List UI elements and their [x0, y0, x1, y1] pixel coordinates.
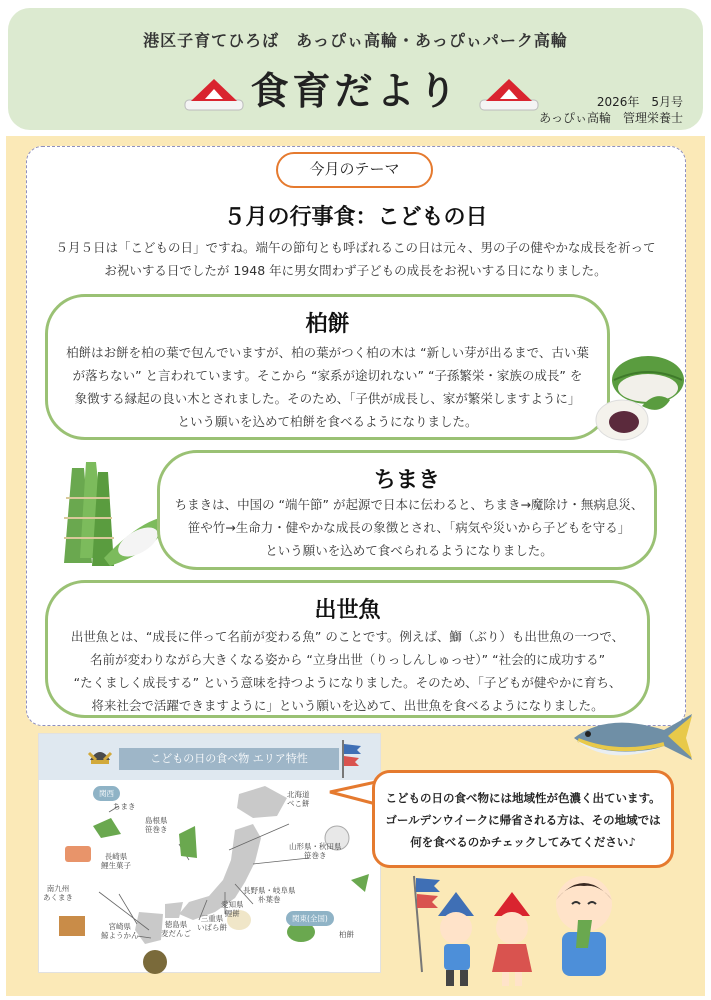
- map-label: 長崎県 鯉生菓子: [101, 852, 131, 870]
- section-body: [166, 493, 652, 562]
- map-label: ちまき: [113, 802, 136, 811]
- section-body: [60, 341, 595, 433]
- body-line: ちまきは、中国の “端午節” が起源で日本に伝わると、ちまき→魔除け・無病息災、: [174, 497, 644, 512]
- section-body: [56, 625, 639, 717]
- theme-title: ５月の行事食：こどもの日: [223, 205, 488, 230]
- body-line: 柏餅はお餅を柏の葉で包んでいますが、柏の葉がつく柏の木は “新しい芽が出るまで、古い葉: [66, 345, 589, 360]
- map-label: 山形県・秋田県 笹巻き: [289, 842, 342, 860]
- map-label: 徳島県 麦だんご: [161, 920, 191, 938]
- organization-name: 港区子育てひろば あっぴぃ高輪・あっぴぃパーク高輪: [143, 31, 568, 50]
- speech-tail-icon: [328, 778, 378, 808]
- section-title: ちまき: [373, 468, 440, 493]
- section-title: 柏餅: [305, 312, 350, 337]
- section-title: 出世魚: [314, 598, 381, 623]
- regional-food-map: [38, 733, 381, 973]
- intro-text: [40, 236, 671, 282]
- map-title: こどもの日の食べ物 エリア特性: [119, 748, 339, 770]
- body-line: 出世魚とは、“成長に伴って名前が変わる魚” のことです。例えば、鰤（ぶり）も出世魚の一つで、: [70, 629, 625, 644]
- intro-line: ５月５日は「こどもの日」ですね。端午の節句とも呼ばれるこの日は元々、男の子の健やかな成長を祈って: [55, 240, 656, 255]
- kashiwa-mochi-section: [45, 294, 610, 440]
- callout-line: こどもの日の食べ物には地域性が色濃く出ています。: [385, 791, 661, 805]
- issue-date: 2026年 5月号: [596, 95, 683, 109]
- map-label: 愛知県 鯉餅: [221, 900, 244, 918]
- header-banner: [8, 8, 703, 130]
- callout-line: 何を食べるのかチェックしてみてください♪: [410, 835, 636, 849]
- intro-line: お祝いする日でしたが 1948 年に男女問わず子どもの成長をお祝いする日になりました。: [104, 263, 607, 278]
- body-line: という願いを込めて柏餅を食べるようになりました。: [177, 414, 478, 429]
- map-label: 南九州 あくまき: [43, 884, 73, 902]
- theme-badge: 今月のテーマ: [276, 152, 433, 188]
- yellowtail-fish-icon: [568, 706, 698, 768]
- child-eating-chimaki-illustration-icon: [548, 870, 620, 978]
- shusse-uo-section: [45, 580, 650, 718]
- map-label: 宮崎県 鯨ようかん: [101, 922, 139, 940]
- body-line: 名前が変わりながら大きくなる姿から “立身出世（りっしんしゅっせ）” “社会的に成功する”: [89, 652, 606, 667]
- kashiwa-mochi-illustration-icon: [590, 350, 685, 445]
- newsletter-title: 食育だより: [250, 69, 461, 113]
- region-kanto: 関東(全国): [286, 911, 334, 926]
- issue-info: [539, 94, 683, 126]
- map-label: 三重県 いばら餅: [197, 914, 227, 932]
- map-label: 長野県・岐阜県 朴葉巻: [243, 886, 296, 904]
- chimaki-illustration-icon: [52, 458, 172, 573]
- chimaki-section: [157, 450, 657, 570]
- body-line: が落ちない” と言われています。そこから “家系が途切れない” “子孫繁栄・家族の成長” を: [72, 368, 583, 383]
- regional-note-callout: [372, 770, 674, 868]
- body-line: という願いを込めて食べられるようになりました。: [265, 543, 553, 558]
- body-line: 将来社会で活躍できますように」という願いを込めて、出世魚を食べるようになりました。: [91, 698, 604, 713]
- body-line: “たくましく成長する” という意味を持つようになりました。そのため、「子どもが健やかに育ち、: [73, 675, 622, 690]
- map-label: 柏餅: [339, 930, 354, 939]
- body-line: 象徴する縁起の良い木とされました。そのため、「子供が成長し、家が繁栄しますように」: [74, 391, 581, 406]
- kabuto-helmet-icon: [478, 76, 540, 112]
- author: あっぴぃ高輪 管理栄養士: [539, 111, 683, 125]
- callout-text: [381, 787, 665, 853]
- map-label: 島根県 笹巻き: [145, 816, 168, 834]
- callout-line: ゴールデンウイークに帰省される方は、その地域では: [385, 813, 661, 827]
- body-line: 笹や竹→生命力・健やかな成長の象徴とされ、「病気や災いから子どもを守る」: [187, 520, 631, 535]
- children-celebrating-illustration-icon: [404, 872, 554, 990]
- region-kansai: 関西: [93, 786, 120, 801]
- map-label: 北海道 べこ餅: [287, 790, 310, 808]
